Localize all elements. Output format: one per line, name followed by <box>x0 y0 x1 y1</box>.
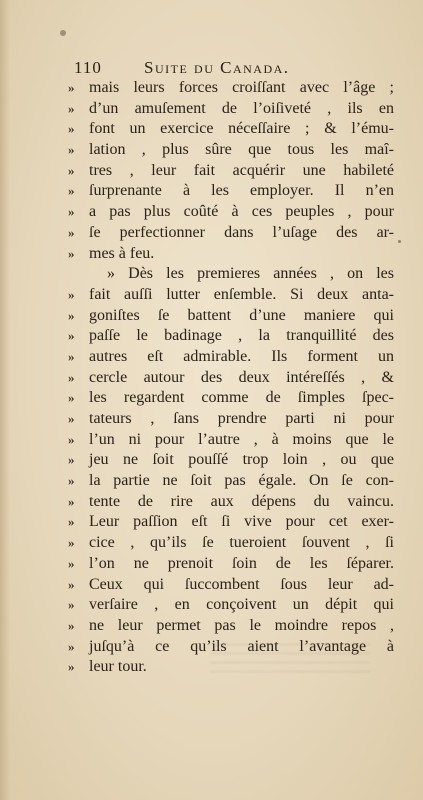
quotation-mark: » <box>68 224 75 240</box>
text-line <box>68 368 394 389</box>
quotation-mark: » <box>68 597 75 613</box>
ink-smudge <box>60 30 66 36</box>
line-text: d’un amuſement de l’oiſiveté , ils en <box>89 99 394 117</box>
quotation-mark: » <box>68 617 75 633</box>
quotation-mark: » <box>68 390 75 406</box>
text-line <box>68 244 394 265</box>
text-line <box>68 264 394 285</box>
quotation-mark: » <box>68 514 75 530</box>
line-text: la partie ne ſoit pas égale. On ſe con- <box>89 472 394 490</box>
line-text: a pas plus coûté à ces peuples , pour <box>89 203 394 221</box>
line-text: l’un ni pour l’autre , à moins que le <box>89 430 394 448</box>
quotation-mark: » <box>68 286 75 302</box>
quotation-mark: » <box>68 348 75 364</box>
line-text: cercle autour des deux intéreſſés , & <box>89 368 394 386</box>
quotation-mark: » <box>68 659 75 675</box>
line-text: lation , plus sûre que tous les maî- <box>89 141 394 159</box>
body-text <box>68 78 394 678</box>
line-text: tateurs , ſans prendre parti ni pour <box>89 410 394 427</box>
line-text: Leur paſſion eſt ſi vive pour cet exer- <box>89 513 394 531</box>
quotation-mark: » <box>68 638 75 654</box>
line-text: ſe perfectionner dans l’uſage des ar- <box>89 223 394 241</box>
quotation-mark: » <box>68 121 75 137</box>
line-text: les regardent comme de ſimples ſpec- <box>89 389 394 407</box>
text-line <box>68 119 394 140</box>
quotation-mark: » <box>68 204 75 220</box>
quotation-mark: » <box>68 452 75 468</box>
quotation-mark: » <box>68 369 75 385</box>
text-line <box>68 161 394 182</box>
running-head <box>74 58 354 80</box>
line-text: » Dès les premieres années , on les <box>107 265 394 283</box>
quotation-mark: » <box>68 307 75 323</box>
text-line <box>68 223 394 244</box>
quotation-mark: » <box>68 100 75 116</box>
text-line <box>68 657 394 678</box>
text-line <box>68 450 394 471</box>
quotation-mark: » <box>68 473 75 489</box>
quotation-mark: » <box>68 142 75 158</box>
text-line <box>68 512 394 533</box>
line-text: tente de rire aux dépens du vaincu. <box>89 492 394 510</box>
running-title: Suite du Canada. <box>144 58 290 77</box>
text-line <box>68 181 394 202</box>
quotation-mark: » <box>68 493 75 509</box>
text-line <box>68 554 394 575</box>
line-text: mes à feu. <box>89 244 155 262</box>
text-line <box>68 285 394 306</box>
line-text: juſqu’à ce qu’ils aient l’avantage à <box>89 637 394 655</box>
line-text: l’on ne prenoit ſoin de les ſéparer. <box>89 554 394 572</box>
text-line <box>68 616 394 637</box>
text-line <box>68 492 394 513</box>
line-text: mais leurs forces croiſſant avec l’âge ; <box>89 79 394 96</box>
line-text: autres eſt admirable. Ils forment un <box>89 347 394 365</box>
quotation-mark: » <box>68 576 75 592</box>
line-text: goniſtes ſe battent d’une maniere qui <box>89 306 394 324</box>
line-text: font un exercice néceſſaire ; & l’ému- <box>89 120 394 138</box>
quotation-mark: » <box>68 245 75 261</box>
line-text: paſſe le badinage , la tranquillité des <box>89 327 394 345</box>
text-line <box>68 99 394 120</box>
text-line <box>68 140 394 161</box>
text-line <box>68 306 394 327</box>
quotation-mark: » <box>68 431 75 447</box>
quotation-mark: » <box>68 535 75 551</box>
quotation-mark: » <box>68 555 75 571</box>
line-text: ne leur permet pas le moindre repos , <box>89 616 394 634</box>
quotation-mark: » <box>68 411 75 426</box>
text-line <box>68 533 394 554</box>
quotation-mark: » <box>68 162 75 178</box>
text-line <box>68 409 394 430</box>
line-text: leur tour. <box>89 658 147 676</box>
page-binding-shadow <box>0 0 10 800</box>
text-line <box>68 575 394 596</box>
page-number: 110 <box>74 58 102 77</box>
line-text: cice , qu’ils ſe tueroient ſouvent , ſi <box>89 534 394 552</box>
line-text: ſurprenante à les employer. Il n’en <box>89 182 394 200</box>
text-line <box>68 78 394 99</box>
line-text: jeu ne ſoit pouſſé trop loin , ou que <box>89 451 394 469</box>
line-text: fait auſſi lutter enſemble. Si deux anta- <box>89 285 394 303</box>
quotation-mark: » <box>68 183 75 199</box>
text-line <box>68 326 394 347</box>
text-line <box>68 347 394 368</box>
ink-speck <box>398 240 401 243</box>
quotation-mark: » <box>68 80 75 95</box>
line-text: tres , leur fait acquérir une habileté <box>89 161 394 179</box>
text-line <box>68 637 394 658</box>
text-line <box>68 471 394 492</box>
text-line <box>68 202 394 223</box>
line-text: Ceux qui ſuccombent ſous leur ad- <box>89 575 394 593</box>
text-line <box>68 430 394 451</box>
quotation-mark: » <box>68 328 75 344</box>
text-line <box>68 595 394 616</box>
line-text: verſaire , en conçoivent un dépit qui <box>89 596 394 614</box>
text-line <box>68 388 394 409</box>
